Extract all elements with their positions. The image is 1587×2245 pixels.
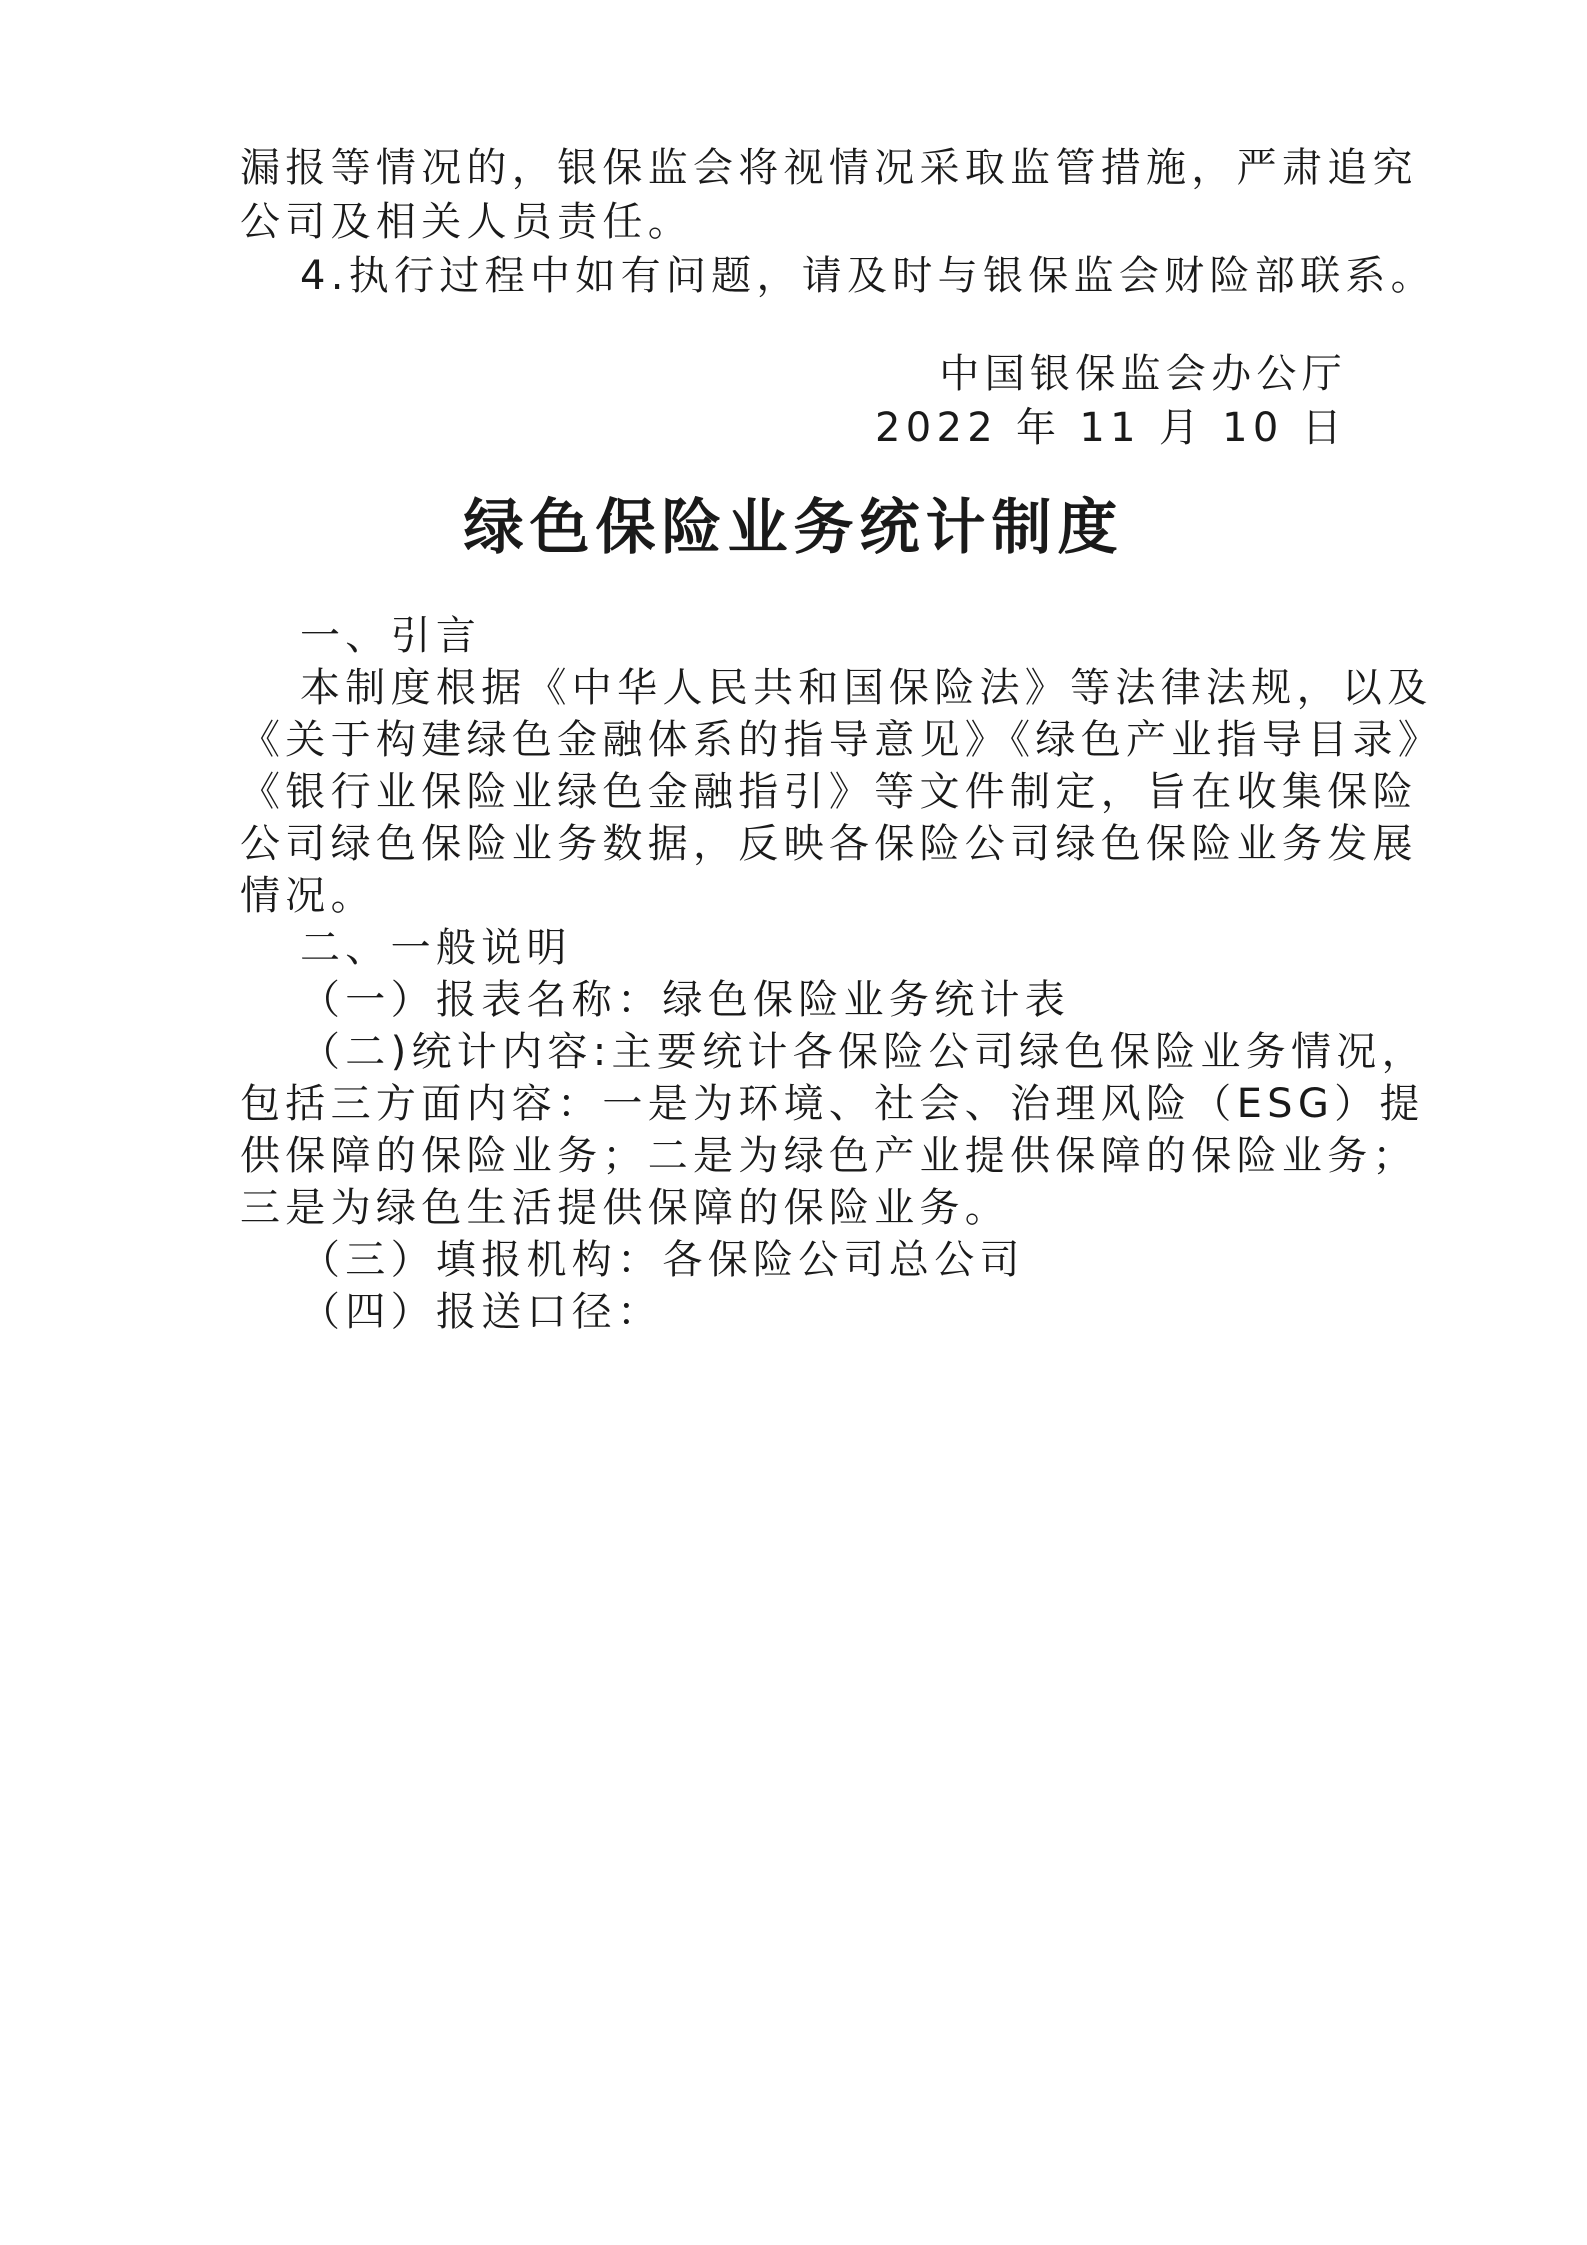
section-heading-general: 二、一般说明: [300, 925, 572, 971]
body-line: 《关于构建绿色金融体系的指导意见》《绿色产业指导目录》: [240, 717, 1444, 763]
list-item: （三）填报机构：各保险公司总公司: [300, 1237, 1025, 1283]
body-line: 公司及相关人员责任。: [240, 199, 693, 245]
body-line: 供保障的保险业务；二是为绿色产业提供保障的保险业务；: [240, 1133, 1418, 1179]
section-heading-intro: 一、引言: [300, 613, 482, 659]
list-item: （四）报送口径：: [300, 1289, 663, 1335]
body-line: 漏报等情况的，银保监会将视情况采取监管措施，严肃追究: [240, 145, 1418, 191]
body-line: 包括三方面内容：一是为环境、社会、治理风险（ESG）提: [240, 1081, 1425, 1127]
body-line: 情况。: [240, 873, 376, 919]
body-line: 三是为绿色生活提供保障的保险业务。: [240, 1185, 1011, 1231]
issue-date: 2022 年 11 月 10 日: [875, 405, 1347, 451]
list-item: （一）报表名称：绿色保险业务统计表: [300, 977, 1071, 1023]
body-line: 《银行业保险业绿色金融指引》等文件制定，旨在收集保险: [240, 769, 1418, 815]
issuer-name: 中国银保监会办公厅: [939, 351, 1347, 397]
body-line: 本制度根据《中华人民共和国保险法》等法律法规，以及: [300, 665, 1433, 711]
document-title: 绿色保险业务统计制度: [463, 493, 1124, 563]
list-item: （二)统计内容:主要统计各保险公司绿色保险业务情况，: [300, 1029, 1427, 1075]
body-line: 公司绿色保险业务数据，反映各保险公司绿色保险业务发展: [240, 821, 1418, 867]
body-line: 4.执行过程中如有问题，请及时与银保监会财险部联系。: [300, 253, 1436, 299]
